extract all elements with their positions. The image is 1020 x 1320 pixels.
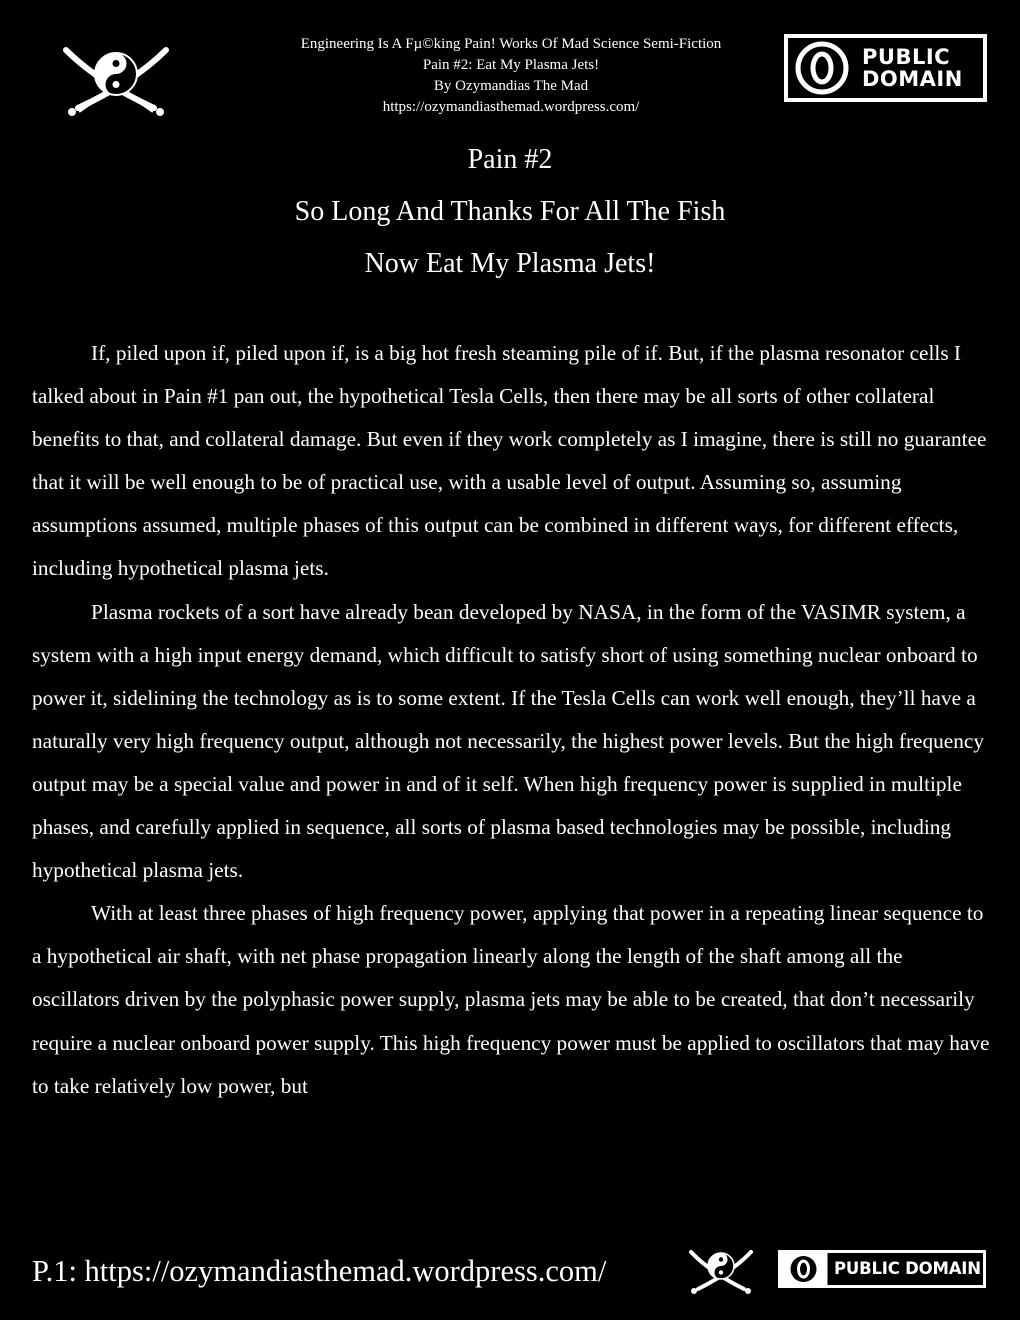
yin-yang-crossed-swords-icon: [686, 1247, 756, 1295]
paragraph: With at least three phases of high frequency power, applying that power in a repeating linear sequence to a hypothetical air shaft, with net phase propagation linearly along the length of the shaft among all the oscillators driven by the polyphasic power supply, plasma jets may be able to be created, that don’t necessarily require a nuclear onboard power supply. This high frequency power must be applied to oscillators that may have to take relatively low power, but: [32, 901, 990, 1098]
badge-label: PUBLIC DOMAIN: [834, 1259, 981, 1278]
title-line-3: Now Eat My Plasma Jets!: [364, 248, 656, 279]
title-line-2: So Long And Thanks For All The Fish: [294, 196, 726, 227]
header-block: [230, 34, 792, 118]
episode-title: Pain #2: Eat My Plasma Jets!: [422, 57, 600, 73]
zero-in-circle-icon: [788, 38, 858, 98]
badge-label-bottom: DOMAIN: [862, 67, 963, 91]
badge-label-top: PUBLIC: [862, 45, 951, 69]
title-line-1: Pain #2: [467, 144, 553, 175]
author-line: By Ozymandias The Mad: [433, 78, 589, 94]
paragraph: If, piled upon if, piled upon if, is a big hot fresh steaming pile of if. But, if the plasma resonator cells I talked about in Pain #1 pan out, the hypothetical Tesla Cells, then there may be all sorts of other collateral benefits to that, and collateral damage. But even if they work completely as I imagine, there is still no guarantee that it will be well enough to be of practical use, with a usable level of output. Assuming so, assuming assumptions assumed, multiple phases of this output can be combined in different ways, for different effects, including hypothetical plasma jets.: [32, 341, 987, 581]
yin-yang-crossed-swords-icon: [58, 42, 174, 118]
header-url[interactable]: https://ozymandiasthemad.wordpress.com/: [382, 99, 640, 115]
page-title: [0, 138, 1020, 294]
public-domain-badge: [784, 34, 987, 102]
paragraph: Plasma rockets of a sort have already bean developed by NASA, in the form of the VASIMR system, a system with a high input energy demand, which difficult to satisfy short of using something nuclear onboard to power it, sidelining the technology as is to some extent. If the Tesla Cells can work well enough, they’ll have a naturally very high frequency output, although not necessarily, the highest power levels. But the high frequency output may be a special value and power in and of it self. When high frequency power is supplied in multiple phases, and carefully applied in sequence, all sorts of plasma based technologies may be possible, including hypothetical plasma jets.: [32, 599, 984, 883]
footer-page-label[interactable]: P.1: https://ozymandiasthemad.wordpress.com/: [32, 1254, 607, 1288]
body-text: [32, 332, 994, 1108]
public-domain-badge-small: [778, 1250, 986, 1288]
series-title: Engineering Is A Fµ©king Pain! Works Of Mad Science Semi-Fiction: [300, 36, 722, 52]
